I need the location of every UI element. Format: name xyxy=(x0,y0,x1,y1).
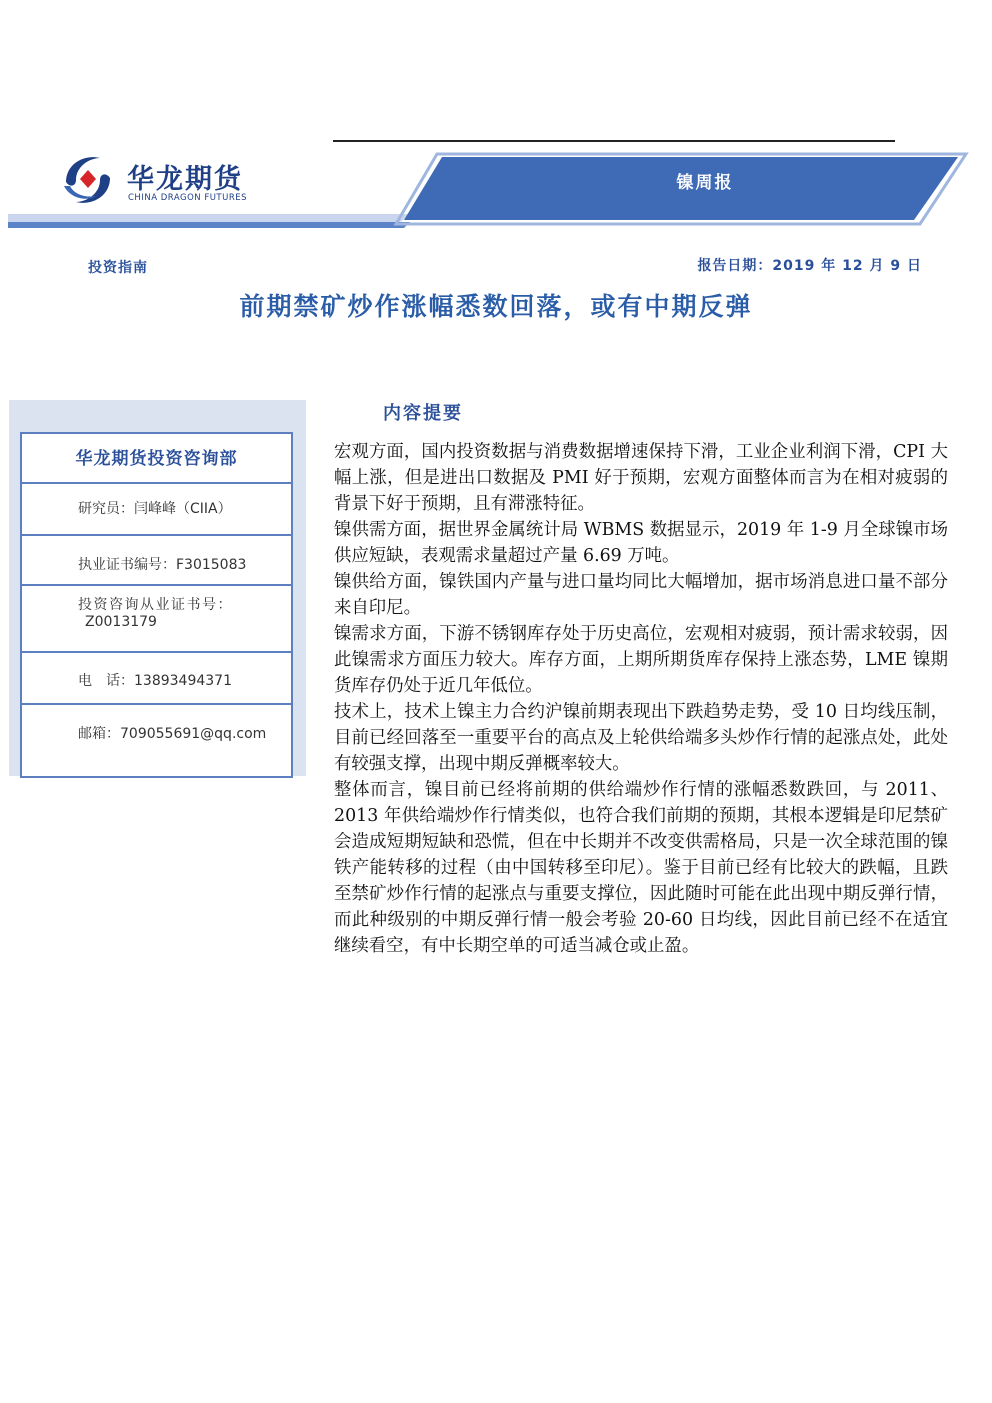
company-logo-icon xyxy=(60,152,116,208)
summary-body xyxy=(334,439,948,959)
summary-paragraph-demand: 镍需求方面，下游不锈钢库存处于历史高位，宏观相对疲弱，预计需求较弱，因此镍需求方面压力较大。库存方面，上期所期货库存保持上涨态势，LME 镍期货库存仍处于近几年低位。 xyxy=(334,624,948,696)
license-row xyxy=(22,536,291,586)
summary-paragraph-macro: 宏观方面，国内投资数据与消费数据增速保持下滑，工业企业利润下滑，CPI 大幅上涨，但是进出口数据及 PMI 好于预期，宏观方面整体而言为在相对疲弱的背景下好于预期，且有滞涨特征。 xyxy=(334,442,948,514)
researcher-row xyxy=(22,484,291,536)
page-title: 前期禁矿炒作涨幅悉数回落，或有中期反弹 xyxy=(239,292,753,321)
researcher-name: 研究员：闫峰峰（CIIA） xyxy=(78,501,232,517)
company-name-cn: 华龙期货 xyxy=(127,164,243,195)
banner-underline-dark xyxy=(8,222,410,228)
company-name-en: CHINA DRAGON FUTURES xyxy=(128,193,248,203)
dept-name: 华龙期货投资咨询部 xyxy=(75,449,238,469)
advisory-number: Z0013179 xyxy=(85,614,157,630)
summary-heading: 内容提要 xyxy=(383,403,463,424)
license-number: 执业证书编号：F3015083 xyxy=(78,557,247,573)
phone-row xyxy=(22,653,291,705)
header-rule xyxy=(333,140,895,142)
report-type-label: 镍周报 xyxy=(676,173,734,193)
dept-row xyxy=(22,434,291,484)
summary-paragraph-overall: 整体而言，镍目前已经将前期的供给端炒作行情的涨幅悉数跌回，与 2011、2013 年供给端炒作行情类似，也符合我们前期的预期，其根本逻辑是印尼禁矿会造成短期短缺和恐慌，但在中长期并不改变供需格局，只是一次全球范围的镍铁产能转移的过程（由中国转移至印尼）。鉴于目前已经有比较大的跌幅，且跌至禁矿炒作行情的起涨点与重要支撑位，因此随时可能在此出现中期反弹行情，而此种级别的中期反弹行情一般会考验 20-60 日均线，因此目前已经不在适宜继续看空，有中长期空单的可适当减仓或止盈。 xyxy=(334,780,948,956)
summary-paragraph-supply-demand: 镍供需方面，据世界金属统计局 WBMS 数据显示，2019 年 1-9 月全球镍市场供应短缺，表观需求量超过产量 6.69 万吨。 xyxy=(334,520,948,566)
report-date: 报告日期：2019 年 12 月 9 日 xyxy=(697,258,922,274)
advisory-label: 投资咨询从业证书号： xyxy=(78,597,233,613)
summary-paragraph-supply: 镍供给方面，镍铁国内产量与进口量均同比大幅增加，据市场消息进口量不部分来自印尼。 xyxy=(334,572,948,618)
phone-number: 电 话：13893494371 xyxy=(78,673,232,689)
banner-underline-light xyxy=(8,214,412,222)
advisory-row xyxy=(22,586,291,653)
summary-paragraph-technical: 技术上，技术上镍主力合约沪镍前期表现出下跌趋势走势，受 10 日均线压制，目前已经回落至一重要平台的高点及上轮供给端多头炒作行情的起涨点处，此处有较强支撑，出现中期反弹概率较大。 xyxy=(334,702,948,774)
contact-info-box xyxy=(20,432,293,778)
email-row xyxy=(22,705,291,776)
email-address: 邮箱：709055691@qq.com xyxy=(78,726,267,742)
report-category: 投资指南 xyxy=(88,260,148,276)
